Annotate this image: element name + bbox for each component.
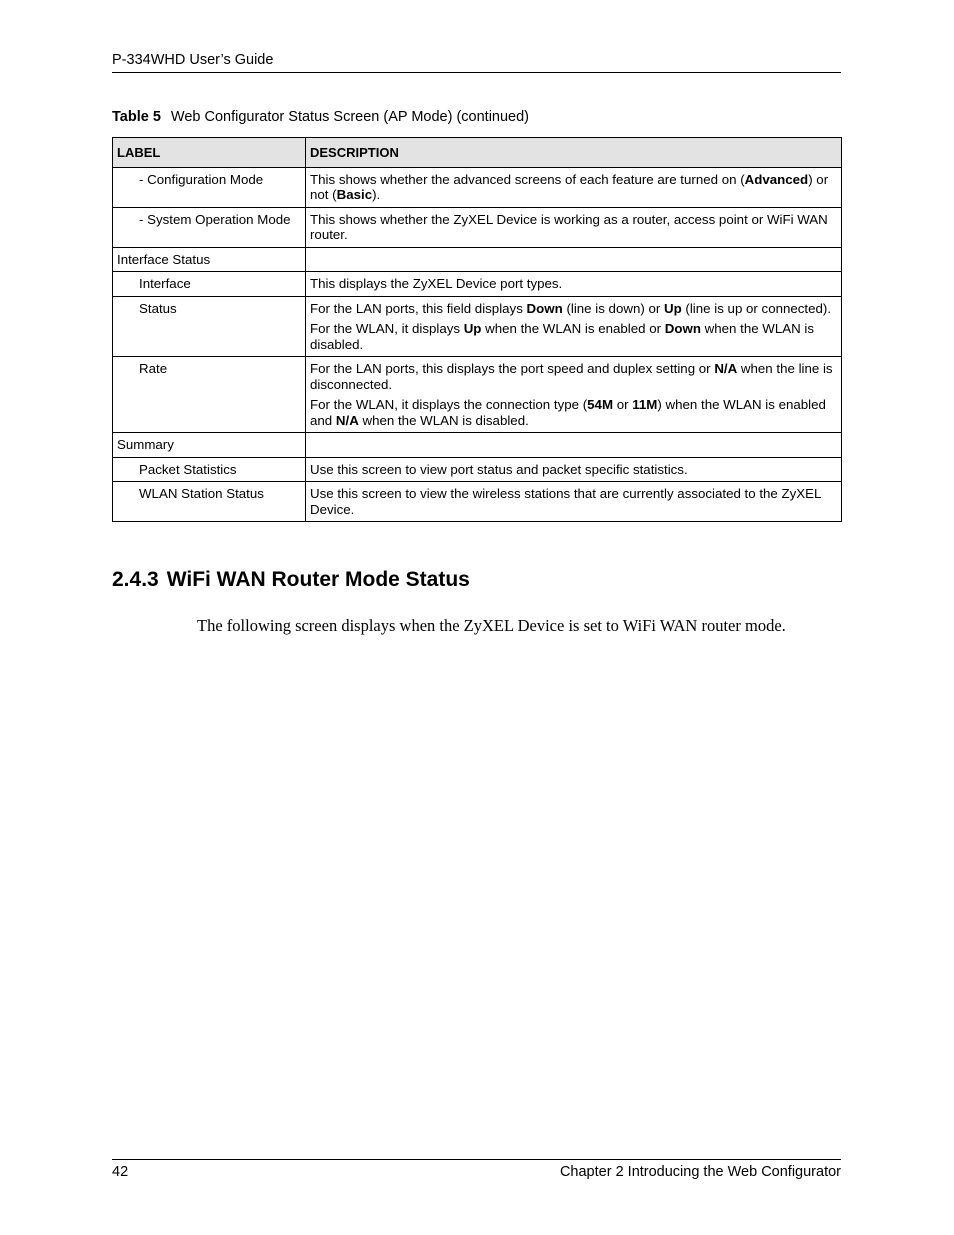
description-text: This displays the ZyXEL Device port types. (310, 276, 563, 291)
status-table (112, 137, 842, 522)
description-paragraph (310, 361, 837, 392)
chapter-title: Chapter 2 Introducing the Web Configurator (559, 1164, 841, 1180)
section-body-text: The following screen displays when the ZyXEL Device is set to WiFi WAN router mode. (197, 616, 786, 635)
row-label: Interface (113, 272, 306, 297)
description-text: For the WLAN, it displays (310, 321, 464, 336)
page-footer (112, 1159, 841, 1181)
table-row (113, 207, 842, 247)
column-header-description: DESCRIPTION (306, 138, 842, 168)
description-text: when the WLAN is enabled or (481, 321, 665, 336)
table-caption-label: Table 5 (112, 109, 161, 125)
table-row (113, 167, 842, 207)
emphasis-term: Up (463, 321, 482, 336)
description-text: ) or not ( (310, 171, 829, 202)
description-paragraph (310, 276, 837, 292)
table-row (113, 357, 842, 433)
description-paragraph (310, 486, 837, 517)
row-description (306, 457, 842, 482)
table-caption-text: Web Configurator Status Screen (AP Mode) (continued) (170, 109, 530, 125)
table-row (113, 296, 842, 357)
row-description (306, 247, 842, 272)
row-label: - Configuration Mode (113, 167, 306, 207)
row-description (306, 433, 842, 458)
table-row (113, 433, 842, 458)
row-label: - System Operation Mode (113, 207, 306, 247)
description-text: (line is down) or (562, 300, 664, 316)
description-text: This shows whether the advanced screens of each feature are turned on ( (310, 171, 745, 187)
description-paragraph (310, 321, 837, 352)
description-paragraph (310, 462, 837, 478)
description-paragraph (310, 397, 837, 428)
emphasis-term: 54M (587, 397, 614, 412)
page-number: 42 (112, 1164, 129, 1180)
row-label: Rate (113, 357, 306, 433)
table-caption (112, 108, 529, 126)
section-heading (112, 567, 470, 593)
row-label: Interface Status (113, 247, 306, 272)
description-paragraph (310, 172, 837, 203)
row-description (306, 296, 842, 357)
description-text: ). (372, 187, 381, 202)
emphasis-term: Advanced (744, 171, 809, 187)
description-text: when the WLAN is disabled. (358, 412, 529, 428)
description-text: (line is up or connected). (681, 300, 832, 316)
emphasis-term: N/A (335, 412, 359, 428)
table-header-row (113, 138, 842, 168)
description-text: For the LAN ports, this field displays (310, 300, 527, 316)
emphasis-term: Up (664, 300, 682, 316)
description-paragraph (310, 212, 837, 243)
section-title: WiFi WAN Router Mode Status (166, 568, 470, 591)
emphasis-term: Basic (336, 187, 373, 202)
description-text: For the LAN ports, this displays the port speed and duplex setting or (310, 361, 715, 376)
table-row (113, 272, 842, 297)
emphasis-term: 11M (632, 397, 658, 412)
emphasis-term: Down (526, 300, 563, 316)
table-row (113, 482, 842, 522)
description-text: This shows whether the ZyXEL Device is working as a router, access point or WiFi WAN router. (310, 211, 828, 242)
section-number: 2.4.3 (112, 568, 159, 591)
row-label: WLAN Station Status (113, 482, 306, 522)
description-text: Use this screen to view the wireless stations that are currently associated to the ZyXEL Device. (310, 486, 821, 517)
row-description (306, 482, 842, 522)
guide-title: P-334WHD User’s Guide (112, 52, 274, 68)
emphasis-term: N/A (714, 361, 738, 376)
table-body (113, 167, 842, 522)
row-label: Packet Statistics (113, 457, 306, 482)
table-row (113, 247, 842, 272)
row-description (306, 272, 842, 297)
column-header-label: LABEL (113, 138, 306, 168)
description-text: ) when the WLAN is enabled and (310, 397, 826, 428)
description-text: Use this screen to view port status and packet specific statistics. (310, 461, 688, 477)
row-description (306, 357, 842, 433)
row-description (306, 167, 842, 207)
emphasis-term: Down (664, 321, 701, 336)
page-header (112, 52, 841, 73)
description-text: when the WLAN is disabled. (310, 321, 815, 352)
description-text: For the WLAN, it displays the connection type ( (310, 397, 588, 412)
row-label: Summary (113, 433, 306, 458)
description-paragraph (310, 301, 837, 317)
description-text: when the line is disconnected. (310, 361, 833, 392)
row-label: Status (113, 296, 306, 357)
description-text: or (613, 397, 633, 412)
row-description (306, 207, 842, 247)
table-row (113, 457, 842, 482)
